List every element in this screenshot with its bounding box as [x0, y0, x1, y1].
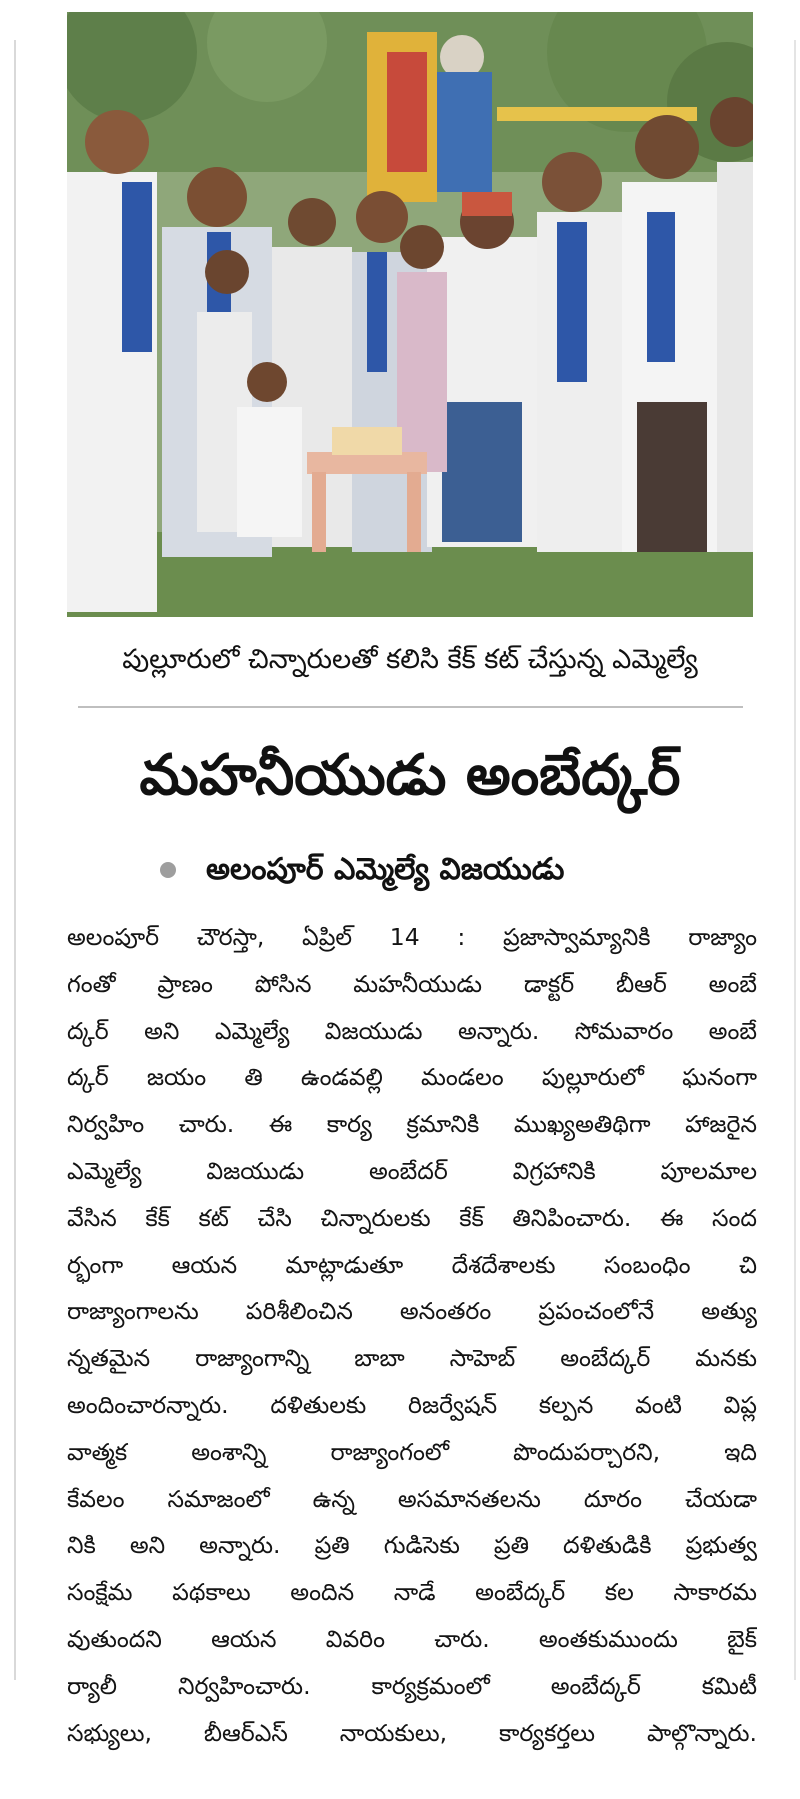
body-line: వేసిన కేక్ కట్ చేసి చిన్నారులకు కేక్ తినిపించారు. ఈ సంద — [67, 1203, 757, 1232]
body-line: సభ్యులు, బీఆర్ఎస్ నాయకులు, కార్యకర్తలు పాల్గొన్నారు. — [67, 1718, 757, 1747]
body-line: న్నతమైన రాజ్యాంగాన్ని బాబా సాహెబ్ అంబేద్కర్ మనకు — [67, 1344, 757, 1373]
news-photo — [67, 12, 753, 617]
body-line: ద్కర్ జయం తి ఉండవల్లి మండలం పుల్లూరులో ఘనంగా — [67, 1063, 757, 1092]
body-line: అలంపూర్ చౌరస్తా, ఏప్రిల్ 14 : ప్రజాస్వామ్యానికి రాజ్యాం — [67, 923, 757, 951]
article-body — [67, 914, 757, 1756]
body-line: రాజ్యాంగాలను పరిశీలించిన అనంతరం ప్రపంచంలోనే అత్యు — [67, 1297, 757, 1326]
photo-caption: పుల్లూరులో చిన్నారులతో కలిసి కేక్ కట్ చేస్తున్న ఎమ్మెల్యే — [122, 644, 698, 675]
body-line: గంతో ప్రాణం పోసిన మహనీయుడు డాక్టర్ బీఆర్ అంబే — [67, 969, 757, 998]
body-line: వాత్మక అంశాన్ని రాజ్యాంగంలో పొందుపర్చారని, ఇది — [67, 1437, 757, 1466]
bullet-icon — [160, 862, 176, 878]
body-line: ఎమ్మెల్యే విజయుడు అంబేదర్ విగ్రహానికి పూలమాల — [67, 1156, 757, 1185]
body-line: సంక్షేమ పథకాలు అందిన నాడే అంబేద్కర్ కల సాకారమ — [67, 1578, 757, 1607]
body-line: ర్యాలీ నిర్వహించారు. కార్యక్రమంలో అంబేద్కర్ కమిటీ — [67, 1671, 757, 1700]
headline: మహనీయుడు అంబేద్కర్ — [139, 743, 681, 808]
body-line: వుతుందని ఆయన వివరిం చారు. అంతకుముందు బైక్ — [67, 1624, 757, 1653]
body-line: అందించారన్నారు. దళితులకు రిజర్వేషన్ కల్పన వంటి విప్ల — [67, 1390, 757, 1419]
body-line: ద్కర్ అని ఎమ్మెల్యే విజయుడు అన్నారు. సోమవారం అంబే — [67, 1016, 757, 1045]
column-rule-left — [14, 40, 16, 1680]
body-line: కేవలం సమాజంలో ఉన్న అసమానతలను దూరం చేయడా — [67, 1484, 757, 1513]
subheadline — [160, 845, 564, 895]
subheadline-text: అలంపూర్ ఎమ్మెల్యే విజయుడు — [206, 852, 565, 887]
body-line: నిర్వహిం చారు. ఈ కార్య క్రమానికి ముఖ్యఅతిథిగా హాజరైన — [67, 1110, 757, 1139]
caption-divider — [78, 706, 743, 708]
column-rule-right — [794, 40, 796, 1680]
body-line: నికి అని అన్నారు. ప్రతి గుడిసెకు ప్రతి దళితుడికి ప్రభుత్వ — [67, 1531, 757, 1560]
body-line: ర్భంగా ఆయన మాట్లాడుతూ దేశదేశాలకు సంబంధిం చి — [67, 1250, 757, 1279]
